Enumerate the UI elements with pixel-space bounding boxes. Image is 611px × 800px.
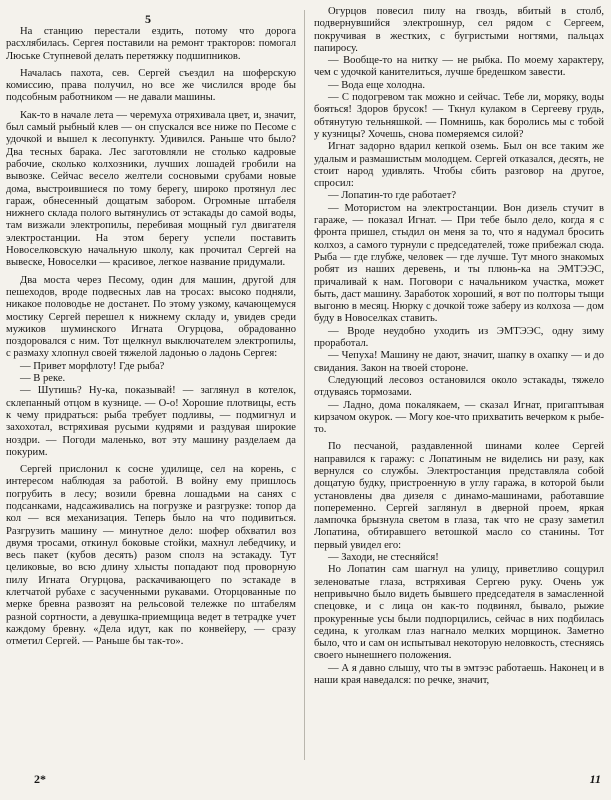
- paragraph: Началась пахота, сев. Сергей съездил на шоферскую комиссию, права получил, но все же числился вроде бы подсобным работником — не давали машины.: [6, 67, 296, 104]
- dialogue-line: — Ладно, дома покалякаем, — сказал Игнат, пригаптывая кирзачом окурок. — Могу кое-что прихватить вечерком к рыбе-то.: [314, 399, 604, 436]
- paragraph: Сергей прислонил к сосне удилище, сел на корень, с интересом наблюдая за работой. В войну ему пришлось погрубить в лесу; возили бревна лошадьми на санях с подсанками, надсаживались на погрузке и разгрузке: топор да кол — вся механизация. Теперь было на что подивиться. Разгрузить машину — минутное дело: шофер обхватил воз двумя тросами, откинул боковые стойки, махнул лебедчику, и весь пакет (кубов десять) разом сполз на эстакаду. Тут целиковые, во всю длину хлысты попадают под проворную пилу Игната Огурцова, раскачивающего по эстакаде в клетчатой рубахе с засученными рукавами. Оторцованные по мерке бревна развозят на рельсовой тележке по штабелям разной сортности, а девушка-приемщица ведет в тетрадке учет каждому бревну. «Дела идут, как по конвейеру, — сразу отметил Сергей. — Раньше бы так-то».: [6, 464, 296, 648]
- left-text-column: [6, 26, 296, 762]
- dialogue-line: — Привет морфлоту! Где рыба?: [20, 360, 165, 372]
- dialogue-line: — Вода еще холодна.: [328, 79, 425, 91]
- paragraph: На станцию перестали ездить, потому что дорога расхлябилась. Сергея поставили на ремонт тракторов: помогал Люське Ступневой делать перетяжку подшипников.: [6, 26, 296, 62]
- dialogue-line: — Чепуха! Машину не дают, значит, шапку в охапку — и до свидания. Закон на твоей стороне.: [314, 350, 604, 374]
- paragraph: Игнат задорно вдарил кепкой оземь. Был он все таким же удалым и размашистым молодцем. Сергей отказался, десять, не стоит народ удивлять. Чтобы сбить разговор на другое, спросил:: [314, 141, 604, 190]
- dialogue-line: — С подогревом так можно и сейчас. Тебе ли, моряку, воды бояться! Здоров брусок! — Ткнул кулаком в Сергееву грудь, обтянутую тельняшкой. — Помнишь, как боролись мы с тобой у кузницы? Хочешь, снова померяемся силой?: [314, 92, 604, 140]
- dialogue-line: — В реке.: [20, 373, 66, 385]
- dialogue-line: — Мотористом на электростанции. Вон дизель стучит в гараже, — показал Игнат. — При тебе было дело, когда я с фронта пришел, стыдил он меня за то, что я надумал бросить колхоз, а самого турнули с председателей, тоже прибежал сюда. Рыба — где глубже, человек — где лучше. Тут много знакомых робят из наших деревень, и ты плюнь-ка на ЭМТЭЭС, причаливай к нам. Поговори с начальником участка, может быть, даст машину. Заработок хороший, я вот по полторы тыщи выгоню в месяц. Нюрку с дочкой тоже заберу из колхоза — дом буду в Новоселках ставить.: [314, 202, 604, 325]
- dialogue-line: — Вроде неудобно уходить из ЭМТЭЭС, одну зиму проработал.: [314, 325, 604, 350]
- page-number: 5: [145, 12, 151, 26]
- paragraph: Следующий лесовоз остановился около эстакады, тяжело отдуваясь тормозами.: [314, 374, 604, 399]
- paragraph: Но Лопатин сам шагнул на улицу, приветливо сощурил зеленоватые глаза, встряхивая Сергею руку. Очень уж непривычно было видеть бывшего председателя в замасленной спецовке, и с лица он как-то подвинял, бывало, рыжие прокуренные усы были подпорцились, сейчас в них подбилась седина, к уголкам глаз нагнало мелких морщинок. Заметно было, что и сам он испытывал некоторую неловкость, стесняясь своего нынешнего положения.: [314, 564, 604, 662]
- right-text-column: [314, 6, 604, 762]
- paragraph: По песчаной, раздавленной шинами колее Сергей направился к гаражу: с Лопатиным не виделись ни разу, как вернулся со службы. Электростанция представляла собой дощатую будку, пристроенную в углу гаража, в которой были установлены два дизеля с динамо-машинами, работавшие попеременно. Сергей заглянул в дверной проем, яркая лампочка брызнула светом в глаза, так что не сразу заметил Лопатина, обтиравшего ветошкой масло со станины. Тот первый увидел его:: [314, 441, 604, 551]
- dialogue-line: — Заходи, не стесняйся!: [328, 552, 439, 564]
- dialogue-line: — Лопатин-то где работает?: [328, 190, 457, 202]
- signature-mark: 2*: [34, 772, 46, 786]
- paragraph: Огурцов повесил пилу на гвоздь, вбитый в столб, подвернувшийся электрошнур, сел рядом с Сергеем, покручивая в жестких, с бугристыми ногтями, пальцах папиросу.: [314, 6, 604, 54]
- paragraph: Два моста через Песому, один для машин, другой для пешеходов, вроде подвесных лав на тросах: высоко подняли, никакое половодье не достанет. По этому узкому, качающемуся мостику Сергей перешел к нижнему складу и, увидев среди мужиков шуминского Игната Огурцова, обрадованно поздоровался с ним. Тот щелкнул выключателем электропилы, с размаху хлопнул своей тяжелой ладонью о ладонь Сергея:: [6, 274, 296, 360]
- dialogue-line: — А я давно слышу, что ты в эмтээс работаешь. Наконец и в наши края наведался: по речке, значит,: [314, 662, 604, 687]
- footer-page-number: 11: [589, 772, 601, 786]
- dialogue-line: — Вообще-то на нитку — не рыбка. По моему характеру, чем с удочкой канителиться, лучше бредешком завести.: [314, 55, 604, 79]
- paragraph: Как-то в начале лета — черемуха отряхивала цвет, и, значит, был самый рыбный клев — он спускался все ниже по Песоме с удочкой и вышел к лесопункту. Удивился. Раньше что было? Два тесных барака. Лес заготовляли не столько кадровые рабочие, сколько колхозники, лучших лошадей гробили на вывозке. Сейчас весело желтели сосновыми срубами новые дома, выстроившиеся по тому берегу, широко протянул лес гараж, обнесенный дощатым забором. Огромные штабеля нижнего склада полого вытянулись от эстакады до самой воды, там визжали электропилы, перебивая мощный гул двигателя электростанции. На этом берегу успели поставить Новоселковскую начальную школу, как прочитал Сергей на вывеске, Новоселки — красивое, легкое название придумали.: [6, 109, 296, 269]
- column-divider: [304, 10, 305, 760]
- dialogue-line: — Шутишь? Ну-ка, показывай! — заглянул в котелок, склепанный отцом в кузнице. — О-о! Хорошие плотвицы, есть к чему придраться: рыба требует подливы, — подмигнул и захохотал, встряхивая русыми кудрями и раздувая широкие ноздри. — Погоди маленько, вот эту машину разделаем да покурим.: [6, 385, 296, 458]
